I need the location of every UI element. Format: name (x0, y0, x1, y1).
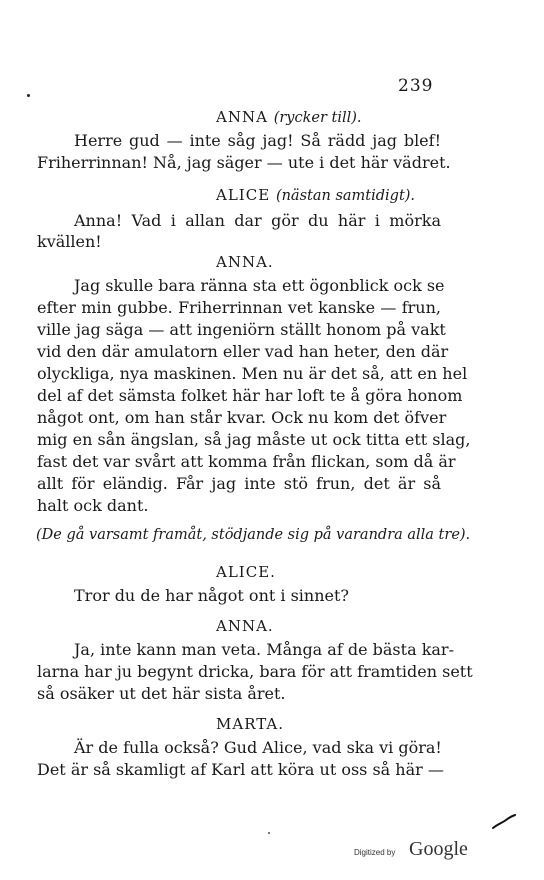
digitized-by-label: Digitized by (354, 848, 396, 857)
speaker-heading (216, 715, 284, 733)
speaker-name: ANNA. (216, 253, 274, 271)
text-line: Tror du de har något ont i sinnet? (74, 586, 349, 605)
text-line: halt ock dant. (37, 496, 149, 515)
speaker-name: MARTA. (216, 715, 285, 733)
text-line: allt för eländig. Får jag inte stö frun, det är så (37, 474, 441, 493)
text-line: Är de fulla också? Gud Alice, vad ska vi göra! (74, 738, 442, 757)
text-line: Herre gud — inte såg jag! Så rädd jag blef! (74, 131, 441, 150)
stage-direction-line: (De gå varsamt framåt, stödjande sig på varandra alla tre). (36, 527, 471, 543)
page-number: 239 (398, 76, 434, 96)
google-watermark: Google (409, 838, 468, 860)
text-line: Friherrinnan! Nå, jag säger — ute i det här vädret. (37, 153, 451, 172)
margin-dot (27, 94, 30, 97)
stage-direction: (rycker till). (273, 110, 362, 126)
text-line: Anna! Vad i allan dar gör du här i mörka (74, 211, 441, 230)
text-line: fast det var svårt att komma från flickan, som då är (37, 452, 456, 471)
text-line: vid den där amulatorn eller vad han heter, den där (37, 342, 449, 361)
speaker-heading (216, 617, 274, 635)
text-line: kvällen! (37, 232, 102, 251)
text-line: efter min gubbe. Friherrinnan vet kanske — frun, (37, 298, 441, 317)
text-line: Jag skulle bara ränna sta ett ögonblick ock se (74, 276, 445, 295)
text-line: olyckliga, nya maskinen. Men nu är det så, att en hel (37, 364, 468, 383)
speaker-heading (216, 253, 274, 271)
speaker-name: ANNA. (216, 617, 274, 635)
speaker-heading (216, 563, 276, 581)
text-line: mig en sån ängslan, så jag måste ut ock titta ett slag, (37, 430, 471, 449)
ink-stroke-mark (492, 814, 516, 830)
stage-direction: (nästan samtidigt). (275, 188, 416, 204)
text-line: del af det sämsta folket här har loft te å göra honom (37, 386, 463, 405)
text-line: något ont, om han står kvar. Ock nu kom det öfver (37, 408, 447, 427)
speaker-name: ALICE. (216, 563, 276, 581)
margin-tick (268, 832, 270, 834)
speaker-name: ANNA (216, 108, 268, 126)
text-line: larna har ju begynt dricka, bara för att framtiden sett (37, 662, 473, 681)
speaker-name: ALICE (216, 186, 271, 204)
speaker-heading (216, 186, 415, 204)
speaker-heading (216, 108, 362, 126)
text-line: Ja, inte kann man veta. Många af de bästa kar- (74, 640, 454, 659)
text-line: ville jag säga — att ingeniörn ställt honom på vakt (37, 320, 446, 339)
text-line: Det är så skamligt af Karl att köra ut oss så här — (37, 760, 444, 779)
text-line: så osäker ut det här sista året. (37, 684, 286, 703)
